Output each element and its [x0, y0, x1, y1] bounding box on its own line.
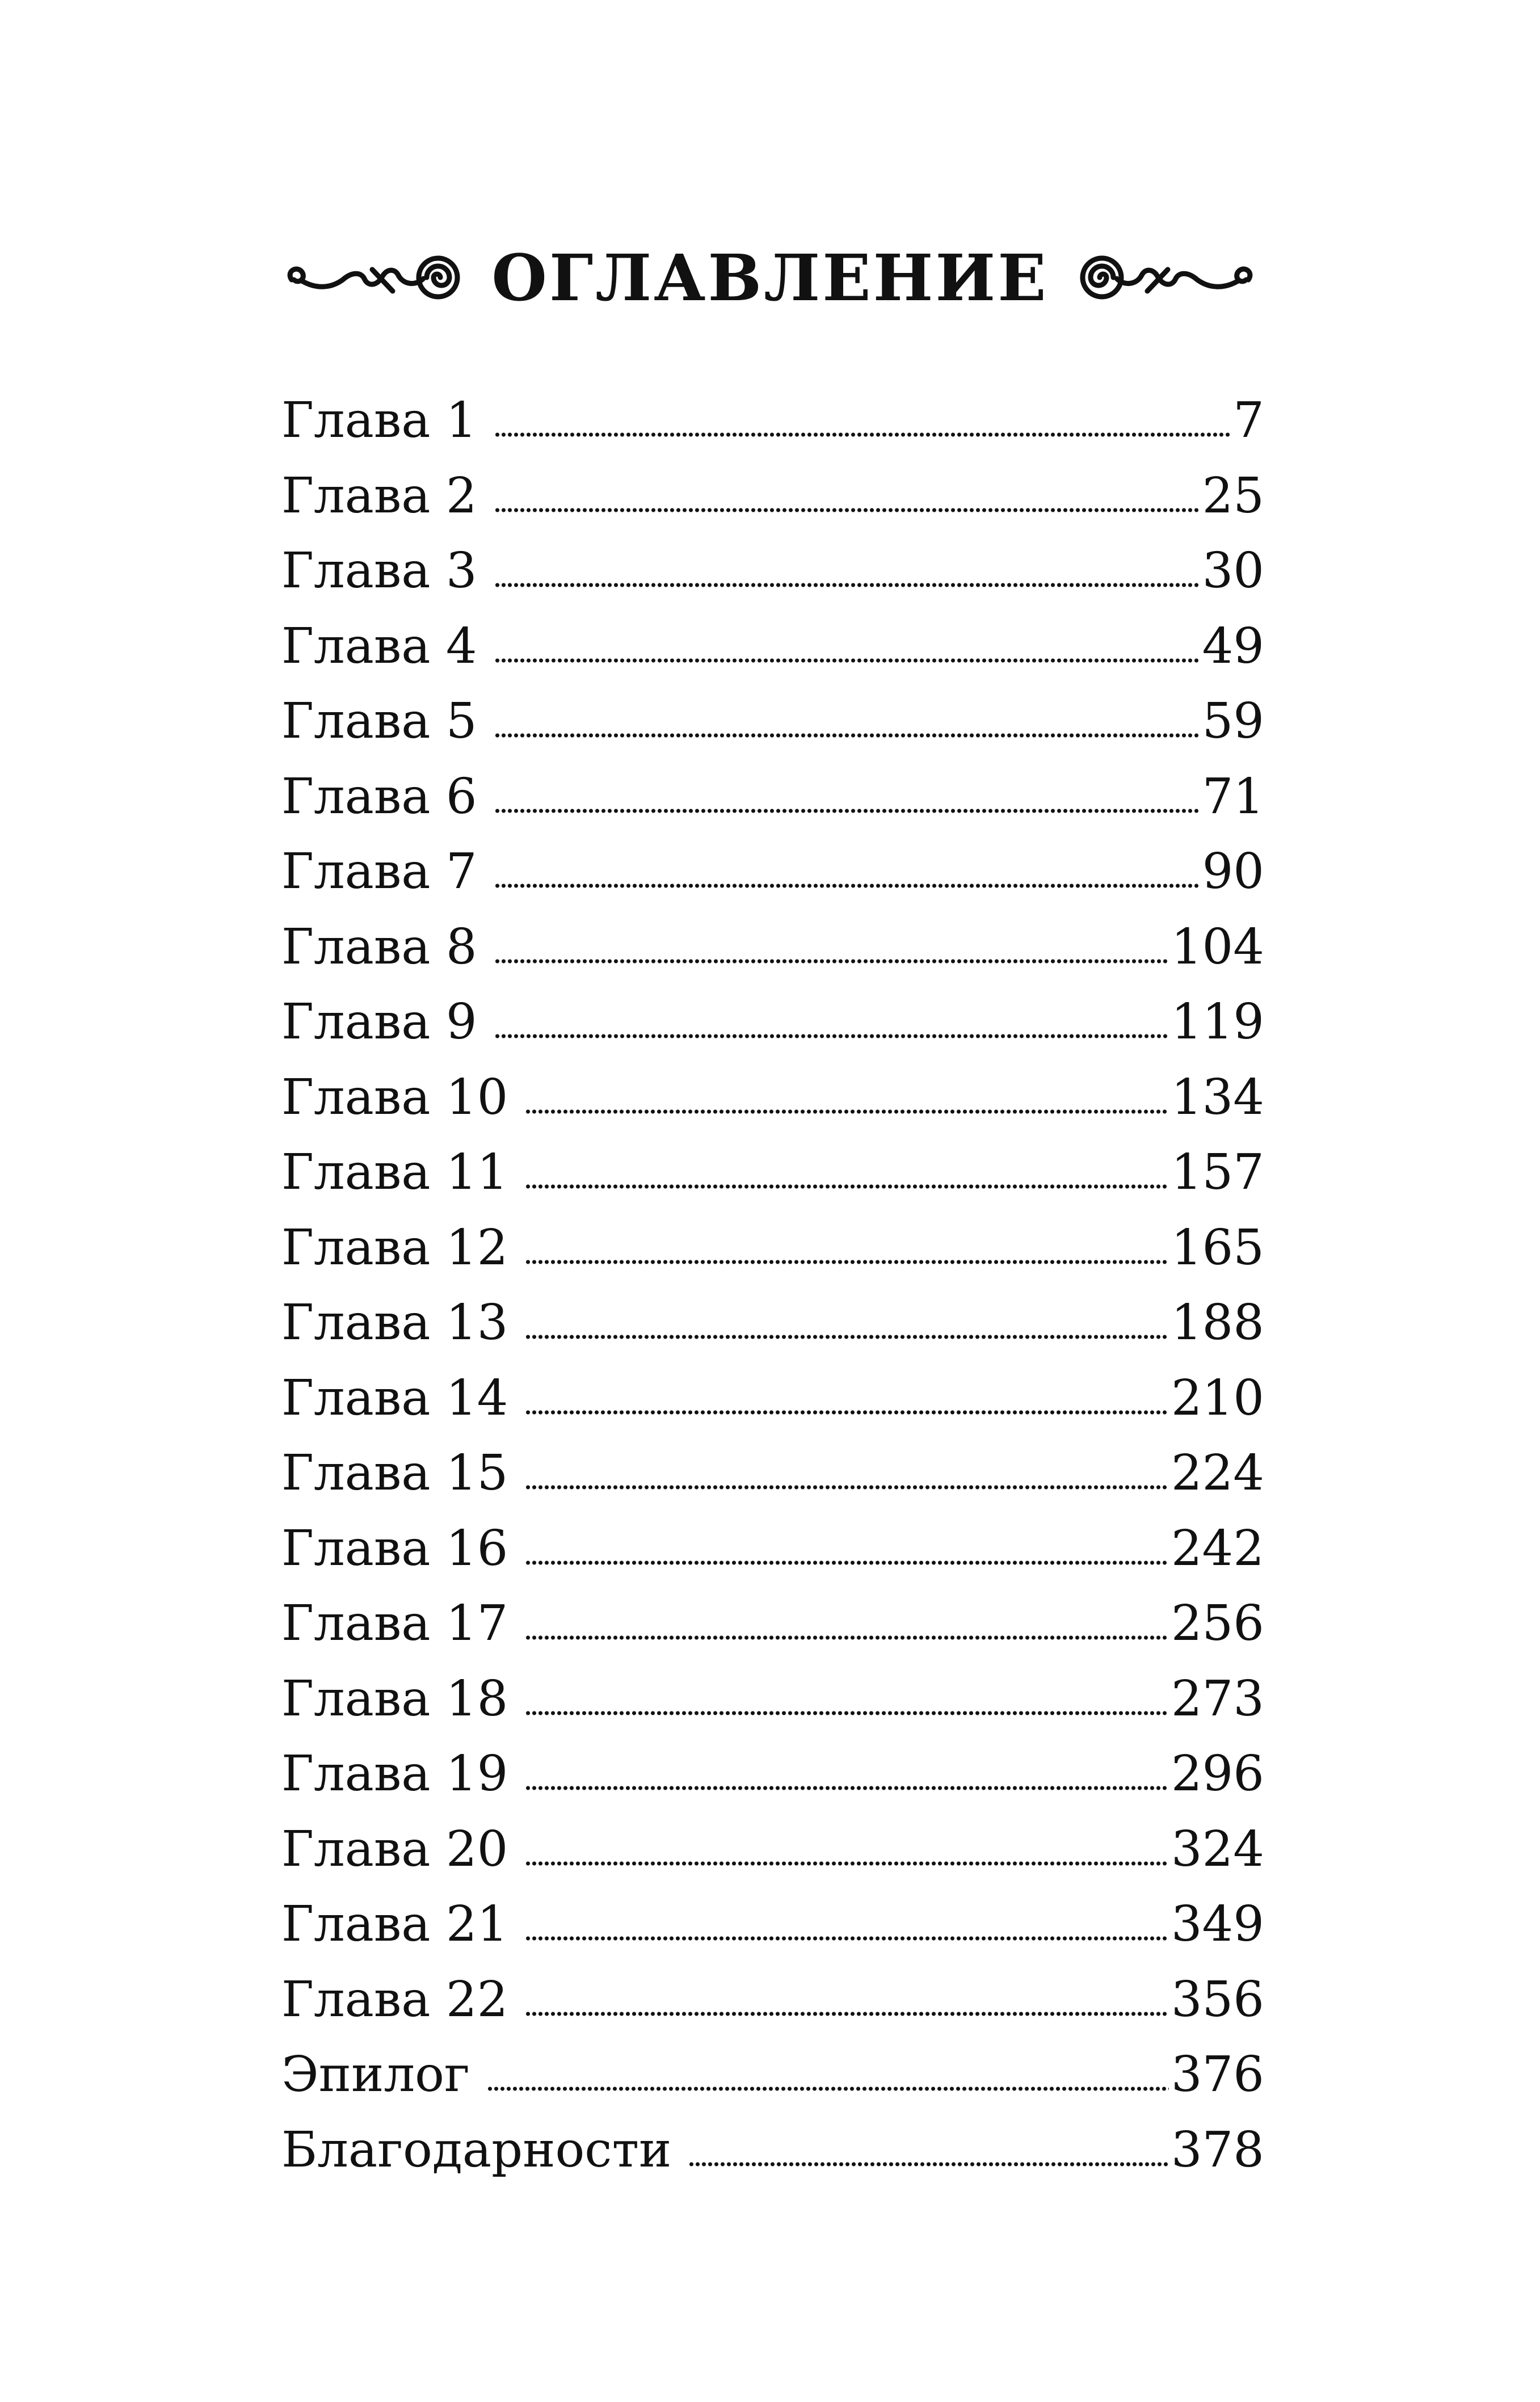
dot-leader: [525, 1936, 1169, 1941]
toc-entry[interactable]: [281, 1210, 1264, 1286]
toc-entry-page: 119: [1171, 994, 1264, 1050]
toc-entry-label: Глава 12: [281, 1219, 508, 1276]
dot-leader: [525, 1861, 1169, 1866]
toc-entry[interactable]: [281, 458, 1264, 534]
toc-entry-page: 49: [1202, 617, 1264, 675]
toc-entry[interactable]: [281, 834, 1264, 910]
toc-entry-page: 188: [1171, 1294, 1264, 1351]
toc-entry-page: 25: [1202, 467, 1264, 524]
toc-entry[interactable]: [281, 1285, 1264, 1361]
toc-entry-page: 324: [1171, 1820, 1264, 1878]
toc-entry-label: Глава 7: [281, 843, 477, 900]
toc-entry[interactable]: [281, 684, 1264, 759]
toc-entry-page: 30: [1202, 542, 1264, 599]
toc-entry-page: 90: [1202, 843, 1264, 900]
dot-leader: [688, 2161, 1168, 2167]
toc-entry-label: Глава 11: [281, 1144, 508, 1201]
toc-entry-page: 349: [1171, 1896, 1264, 1953]
toc-entry-label: Глава 3: [281, 542, 477, 599]
toc-entry[interactable]: [281, 2037, 1264, 2113]
toc-entry[interactable]: [281, 1812, 1264, 1887]
toc-entry-page: 157: [1171, 1144, 1264, 1201]
toc-entry-page: 71: [1202, 768, 1264, 825]
dot-leader: [525, 1259, 1169, 1265]
toc-entry[interactable]: [281, 533, 1264, 609]
toc-entry-label: Глава 17: [281, 1595, 508, 1652]
toc-entry[interactable]: [281, 609, 1264, 684]
toc-heading: [0, 227, 1540, 329]
toc-entry[interactable]: [281, 383, 1264, 458]
toc-entry[interactable]: [281, 1361, 1264, 1436]
table-of-contents: [281, 383, 1264, 2188]
toc-entry[interactable]: [281, 1661, 1264, 1737]
toc-entry-label: Глава 16: [281, 1520, 508, 1577]
toc-entry-page: 376: [1171, 2046, 1264, 2103]
toc-entry-label: Глава 14: [281, 1369, 508, 1427]
dot-leader: [525, 2011, 1169, 2017]
dot-leader: [494, 582, 1200, 588]
toc-entry[interactable]: [281, 1511, 1264, 1587]
dot-leader: [525, 1785, 1169, 1791]
dot-leader: [487, 2086, 1169, 2092]
left-flourish-icon: [281, 247, 469, 309]
dot-leader: [494, 733, 1200, 738]
toc-entry[interactable]: [281, 1962, 1264, 2038]
toc-entry-page: 242: [1171, 1520, 1264, 1577]
toc-entry[interactable]: [281, 1736, 1264, 1812]
toc-entry[interactable]: [281, 985, 1264, 1060]
toc-entry-label: Глава 1: [281, 392, 477, 449]
toc-entry-label: Глава 10: [281, 1069, 508, 1126]
toc-entry[interactable]: [281, 759, 1264, 835]
toc-entry-label: Глава 22: [281, 1971, 508, 2028]
dot-leader: [494, 808, 1200, 814]
toc-entry[interactable]: [281, 2113, 1264, 2188]
dot-leader: [494, 658, 1200, 663]
dot-leader: [525, 1560, 1169, 1566]
toc-entry-label: Эпилог: [281, 2046, 470, 2103]
toc-entry-label: Глава 13: [281, 1294, 508, 1351]
toc-entry-page: 356: [1171, 1971, 1264, 2028]
dot-leader: [494, 958, 1169, 964]
toc-entry-page: 7: [1233, 392, 1264, 449]
dot-leader: [525, 1710, 1169, 1716]
toc-entry[interactable]: [281, 1060, 1264, 1135]
dot-leader: [525, 1635, 1169, 1640]
right-flourish-icon: [1071, 247, 1259, 309]
page-title: ОГЛАВЛЕНИЕ: [491, 241, 1049, 316]
toc-entry-label: Глава 9: [281, 994, 477, 1050]
toc-entry[interactable]: [281, 910, 1264, 985]
toc-entry-label: Глава 2: [281, 467, 477, 524]
toc-entry-label: Глава 4: [281, 617, 477, 675]
dot-leader: [525, 1184, 1169, 1189]
toc-entry-page: 134: [1171, 1069, 1264, 1126]
toc-entry[interactable]: [281, 1436, 1264, 1511]
toc-entry[interactable]: [281, 1586, 1264, 1661]
toc-entry-page: 296: [1171, 1745, 1264, 1802]
toc-entry-page: 273: [1171, 1670, 1264, 1727]
toc-entry-page: 224: [1171, 1445, 1264, 1501]
toc-entry-page: 256: [1171, 1595, 1264, 1652]
toc-entry-label: Глава 15: [281, 1445, 508, 1501]
dot-leader: [494, 507, 1200, 513]
toc-entry-page: 210: [1171, 1369, 1264, 1427]
dot-leader: [525, 1410, 1169, 1415]
toc-entry-label: Глава 5: [281, 693, 477, 750]
toc-entry-label: Глава 18: [281, 1670, 508, 1727]
toc-entry-label: Глава 19: [281, 1745, 508, 1802]
toc-entry[interactable]: [281, 1887, 1264, 1962]
toc-entry-page: 104: [1171, 918, 1264, 975]
toc-entry-label: Глава 6: [281, 768, 477, 825]
dot-leader: [525, 1484, 1169, 1490]
toc-entry-label: Глава 21: [281, 1896, 508, 1953]
toc-entry-page: 378: [1171, 2121, 1264, 2178]
toc-entry-page: 165: [1171, 1219, 1264, 1276]
dot-leader: [494, 1033, 1169, 1039]
dot-leader: [494, 883, 1200, 889]
dot-leader: [494, 432, 1231, 438]
toc-entry[interactable]: [281, 1135, 1264, 1210]
dot-leader: [525, 1109, 1169, 1114]
toc-entry-label: Благодарности: [281, 2121, 672, 2178]
toc-entry-page: 59: [1202, 693, 1264, 750]
dot-leader: [525, 1334, 1169, 1340]
toc-entry-label: Глава 20: [281, 1820, 508, 1878]
toc-entry-label: Глава 8: [281, 918, 477, 975]
